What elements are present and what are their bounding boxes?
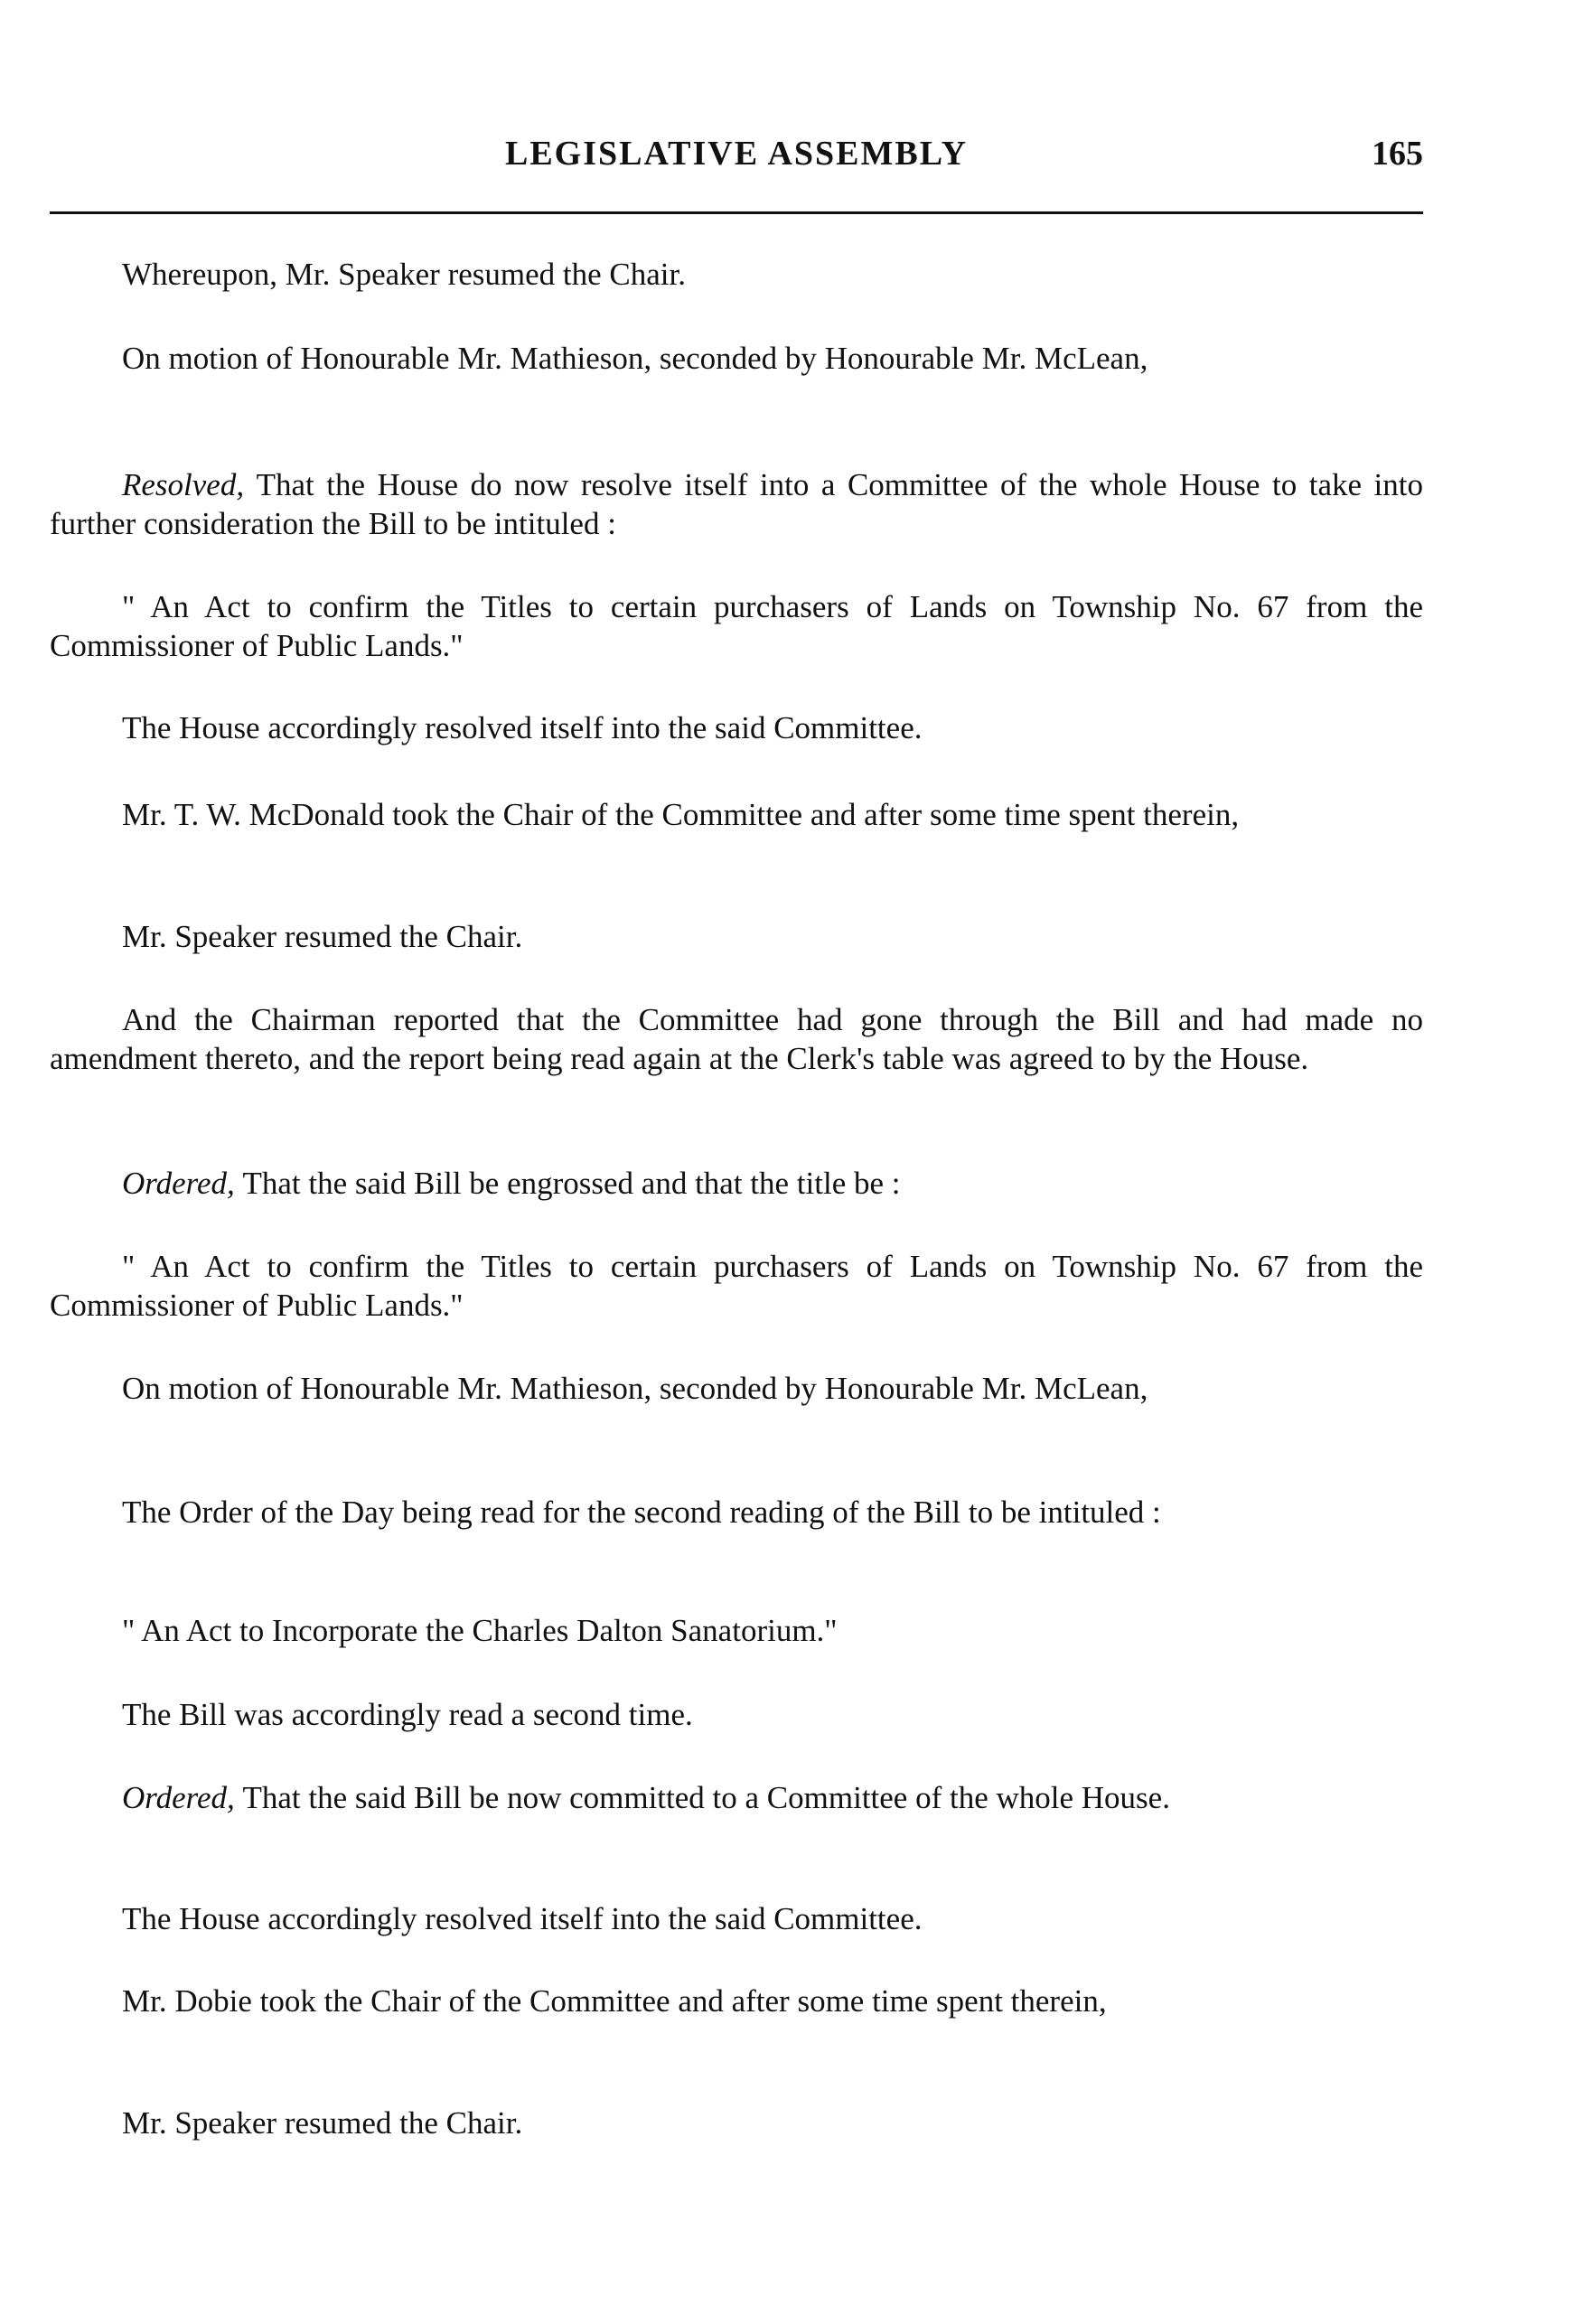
paragraph-text: On motion of Honourable Mr. Mathieson, seconded by Honourable Mr. McLean, [122,341,1148,376]
paragraph-text: That the said Bill be engrossed and that the title be : [242,1166,901,1201]
paragraph-text: Whereupon, Mr. Speaker resumed the Chair. [122,257,686,292]
paragraph [50,2104,1423,2142]
paragraph [50,1778,1423,1817]
page-number: 165 [1372,135,1423,173]
paragraph [50,1695,1423,1734]
page-header [50,134,1423,188]
paragraph [50,917,1423,956]
paragraph-text: And the Chairman reported that the Committee had gone through the Bill and had made no amendment thereto, and the report being read again at the Clerk's table was agreed to by the House. [50,1002,1423,1076]
paragraph-text: " An Act to confirm the Titles to certain purchasers of Lands on Township No. 67 from the Commissioner of Public Lands." [50,589,1423,663]
quoted-bill-title [50,1611,1423,1650]
paragraph-text: Mr. Dobie took the Chair of the Committee and after some time spent therein, [122,1983,1107,2019]
paragraph-text: That the said Bill be now committed to a Committee of the whole House. [242,1780,1170,1815]
paragraph-text: " An Act to confirm the Titles to certain purchasers of Lands on Township No. 67 from the Commissioner of Public Lands." [50,1249,1423,1323]
paragraph [50,1982,1423,2020]
paragraph-lead: Ordered, [122,1780,243,1815]
paragraph [50,708,1423,747]
paragraph [50,1899,1423,1938]
paragraph-text: The House accordingly resolved itself into the said Committee. [122,1901,923,1936]
paragraph-text: Mr. Speaker resumed the Chair. [122,2105,523,2141]
paragraph [50,1164,1423,1203]
paragraph-text: The Order of the Day being read for the second reading of the Bill to be intituled : [122,1495,1161,1530]
paragraph [50,1000,1423,1078]
paragraph [50,795,1423,834]
paragraph [50,1493,1423,1532]
paragraph-lead: Resolved, [122,467,257,502]
page-title: LEGISLATIVE ASSEMBLY [504,135,969,173]
quoted-bill-title [50,1247,1423,1325]
paragraph-text: Mr. Speaker resumed the Chair. [122,919,523,954]
paragraph [50,339,1423,378]
paragraph-text: " An Act to Incorporate the Charles Dalton Sanatorium." [122,1613,838,1648]
paragraph-text: The House accordingly resolved itself into the said Committee. [122,710,923,745]
paragraph [50,1369,1423,1408]
paragraph-lead: Ordered, [122,1166,243,1201]
quoted-bill-title [50,587,1423,665]
paragraph-text: Mr. T. W. McDonald took the Chair of the Committee and after some time spent therein, [122,797,1240,832]
header-rule [50,211,1423,214]
paragraph-text: That the House do now resolve itself into a Committee of the whole House to take into further consideration the Bill to be intituled : [50,467,1423,541]
paragraph-text: On motion of Honourable Mr. Mathieson, seconded by Honourable Mr. McLean, [122,1371,1148,1406]
paragraph [50,255,1423,294]
paragraph [50,465,1423,543]
paragraph-text: The Bill was accordingly read a second time. [122,1697,693,1732]
